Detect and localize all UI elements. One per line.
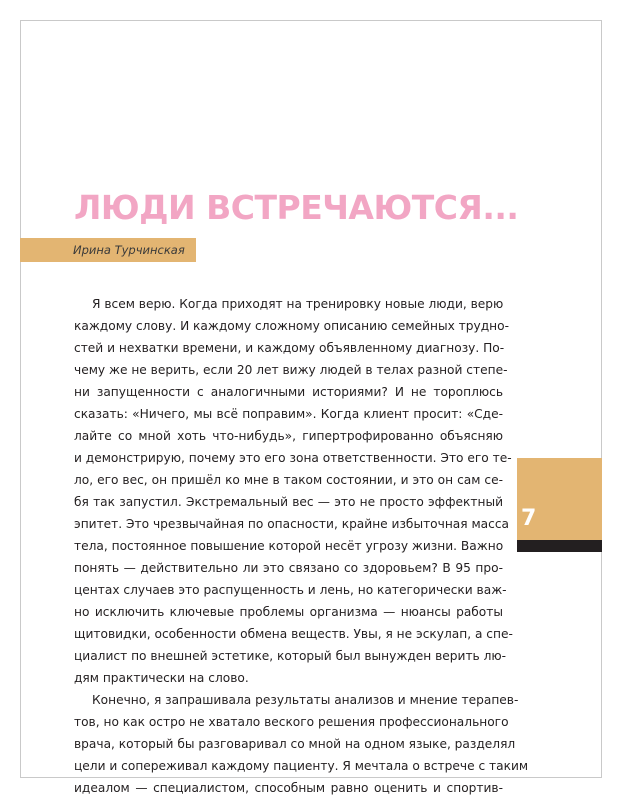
text-line: лайте со мной хоть что-нибудь», гипертрофированно объясняю xyxy=(74,429,503,443)
text-line: бя так запустил. Экстремальный вес — это не просто эффектный xyxy=(74,495,503,509)
page-number: 7 xyxy=(521,506,537,531)
text-line: стей и нехватки времени, и каждому объявленному диагнозу. По- xyxy=(74,341,505,355)
text-line: тела, постоянное повышение которой несёт угрозу жизни. Важно xyxy=(74,539,504,553)
text-line: ло, его вес, он пришёл ко мне в таком состоянии, и это он сам се- xyxy=(74,473,503,487)
text-line: врача, который бы разговаривал со мной на одном языке, разделял xyxy=(74,737,516,751)
text-line: и демонстрирую, почему это его зона ответственности. Это его те- xyxy=(74,451,512,465)
text-line: идеалом — специалистом, способным равно оценить и спортив- xyxy=(74,781,503,795)
page-tab-bar xyxy=(517,540,602,552)
text-line: тов, но как остро не хватало веского решения профессионального xyxy=(74,715,509,729)
chapter-title: ЛЮДИ ВСТРЕЧАЮТСЯ... xyxy=(74,188,519,227)
paragraph-2 xyxy=(74,689,529,799)
text-line: понять — действительно ли это связано со здоровьем? В 95 про- xyxy=(74,561,503,575)
text-line: каждому слову. И каждому сложному описанию семейных трудно- xyxy=(74,319,509,333)
text-line: щитовидки, особенности обмена веществ. Увы, я не эскулап, а спе- xyxy=(74,627,513,641)
text-line: чему же не верить, если 20 лет вижу людей в телах разной степе- xyxy=(74,363,508,377)
text-line: Конечно, я запрашивала результаты анализов и мнение терапев- xyxy=(92,693,519,707)
author-name: Ирина Турчинская xyxy=(73,243,185,257)
author-bar xyxy=(20,238,196,262)
page-number-tab xyxy=(517,458,602,540)
text-line: но исключить ключевые проблемы организма — нюансы работы xyxy=(74,605,503,619)
text-line: циалист по внешней эстетике, который был вынужден верить лю- xyxy=(74,649,507,663)
text-line: дям практически на слово. xyxy=(74,671,249,685)
body-text xyxy=(74,293,529,799)
text-line: сказать: «Ничего, мы всё поправим». Когда клиент просит: «Сде- xyxy=(74,407,503,421)
text-line: центах случаев это распущенность и лень, но категорически важ- xyxy=(74,583,507,597)
text-line: эпитет. Это чрезвычайная по опасности, крайне избыточная масса xyxy=(74,517,510,531)
text-line: цели и сопереживал каждому пациенту. Я мечтала о встрече с таким xyxy=(74,759,529,773)
text-line: Я всем верю. Когда приходят на тренировку новые люди, верю xyxy=(92,297,504,311)
text-line: ни запущенности с аналогичными историями? И не тороплюсь xyxy=(74,385,503,399)
paragraph-1 xyxy=(74,293,513,689)
